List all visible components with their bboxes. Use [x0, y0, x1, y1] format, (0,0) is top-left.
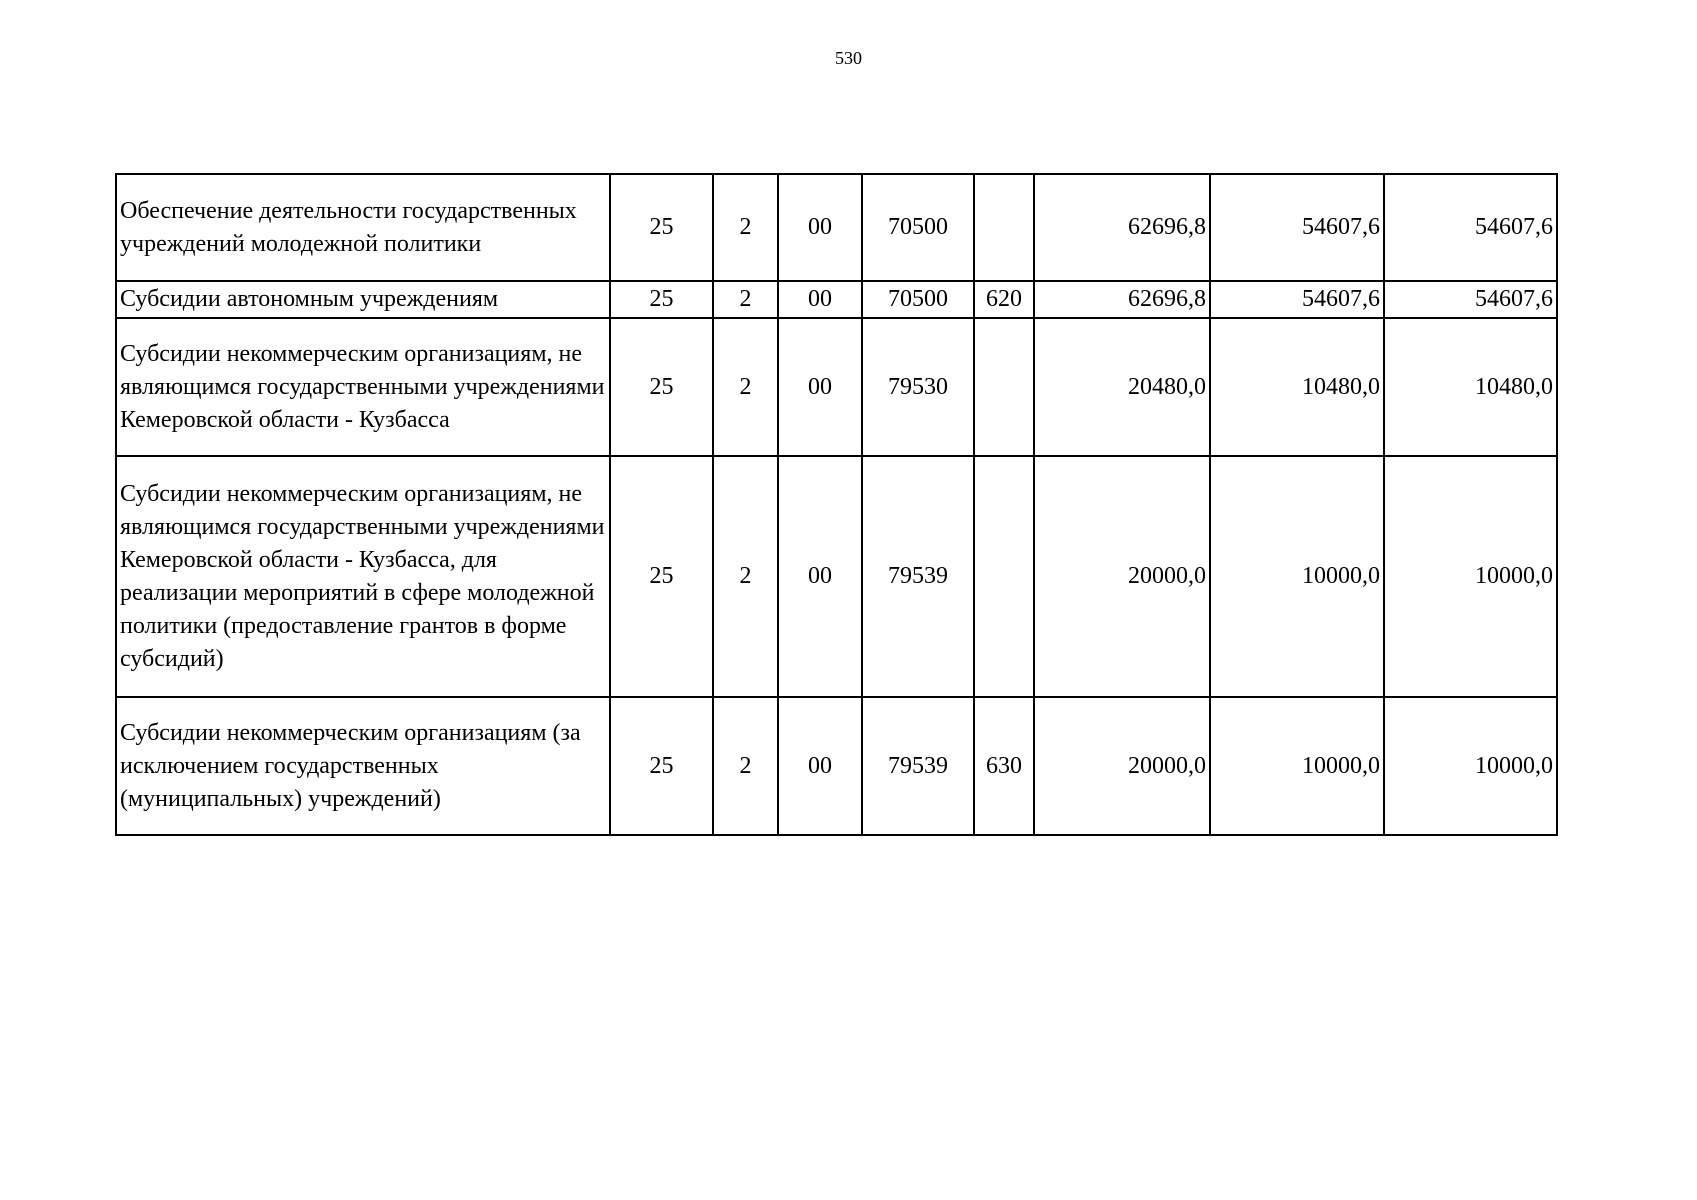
table-row — [116, 174, 1557, 281]
amount-year-3: 10000,0 — [1384, 697, 1557, 835]
code-direction: 79539 — [862, 697, 974, 835]
table-row — [116, 281, 1557, 318]
table-row — [116, 456, 1557, 697]
code-subprogram: 00 — [778, 318, 862, 456]
code-ministry: 25 — [610, 174, 713, 281]
amount-year-3: 10000,0 — [1384, 456, 1557, 697]
amount-year-2: 10000,0 — [1210, 697, 1384, 835]
amount-year-1: 62696,8 — [1034, 281, 1210, 318]
row-name: Субсидии некоммерческим организациям, не являющимся государственными учреждениями Кемеровской области - Кузбасса — [116, 318, 610, 456]
budget-table — [115, 173, 1558, 836]
row-name: Обеспечение деятельности государственных учреждений молодежной политики — [116, 174, 610, 281]
row-name: Субсидии некоммерческим организациям (за исключением государственных (муниципальных) учреждений) — [116, 697, 610, 835]
code-program: 2 — [713, 318, 778, 456]
code-subprogram: 00 — [778, 697, 862, 835]
code-direction: 79539 — [862, 456, 974, 697]
code-expense-type: 620 — [974, 281, 1034, 318]
amount-year-2: 10000,0 — [1210, 456, 1384, 697]
code-subprogram: 00 — [778, 281, 862, 318]
amount-year-1: 20000,0 — [1034, 697, 1210, 835]
code-direction: 79530 — [862, 318, 974, 456]
amount-year-2: 54607,6 — [1210, 281, 1384, 318]
code-direction: 70500 — [862, 174, 974, 281]
code-subprogram: 00 — [778, 456, 862, 697]
code-expense-type: 630 — [974, 697, 1034, 835]
code-program: 2 — [713, 281, 778, 318]
code-ministry: 25 — [610, 456, 713, 697]
amount-year-1: 62696,8 — [1034, 174, 1210, 281]
code-program: 2 — [713, 456, 778, 697]
amount-year-2: 10480,0 — [1210, 318, 1384, 456]
code-subprogram: 00 — [778, 174, 862, 281]
amount-year-3: 10480,0 — [1384, 318, 1557, 456]
code-direction: 70500 — [862, 281, 974, 318]
amount-year-3: 54607,6 — [1384, 281, 1557, 318]
code-ministry: 25 — [610, 281, 713, 318]
row-name: Субсидии некоммерческим организациям, не являющимся государственными учреждениями Кемеровской области - Кузбасса, для реализации мероприятий в сфере молодежной политики (предоставление грантов в форме субсидий) — [116, 456, 610, 697]
amount-year-1: 20480,0 — [1034, 318, 1210, 456]
page-number: 530 — [835, 48, 862, 68]
code-ministry: 25 — [610, 318, 713, 456]
amount-year-2: 54607,6 — [1210, 174, 1384, 281]
amount-year-1: 20000,0 — [1034, 456, 1210, 697]
amount-year-3: 54607,6 — [1384, 174, 1557, 281]
code-expense-type — [974, 174, 1034, 281]
code-program: 2 — [713, 697, 778, 835]
table-row — [116, 697, 1557, 835]
code-expense-type — [974, 456, 1034, 697]
code-ministry: 25 — [610, 697, 713, 835]
code-program: 2 — [713, 174, 778, 281]
row-name: Субсидии автономным учреждениям — [116, 281, 610, 318]
table-row — [116, 318, 1557, 456]
code-expense-type — [974, 318, 1034, 456]
